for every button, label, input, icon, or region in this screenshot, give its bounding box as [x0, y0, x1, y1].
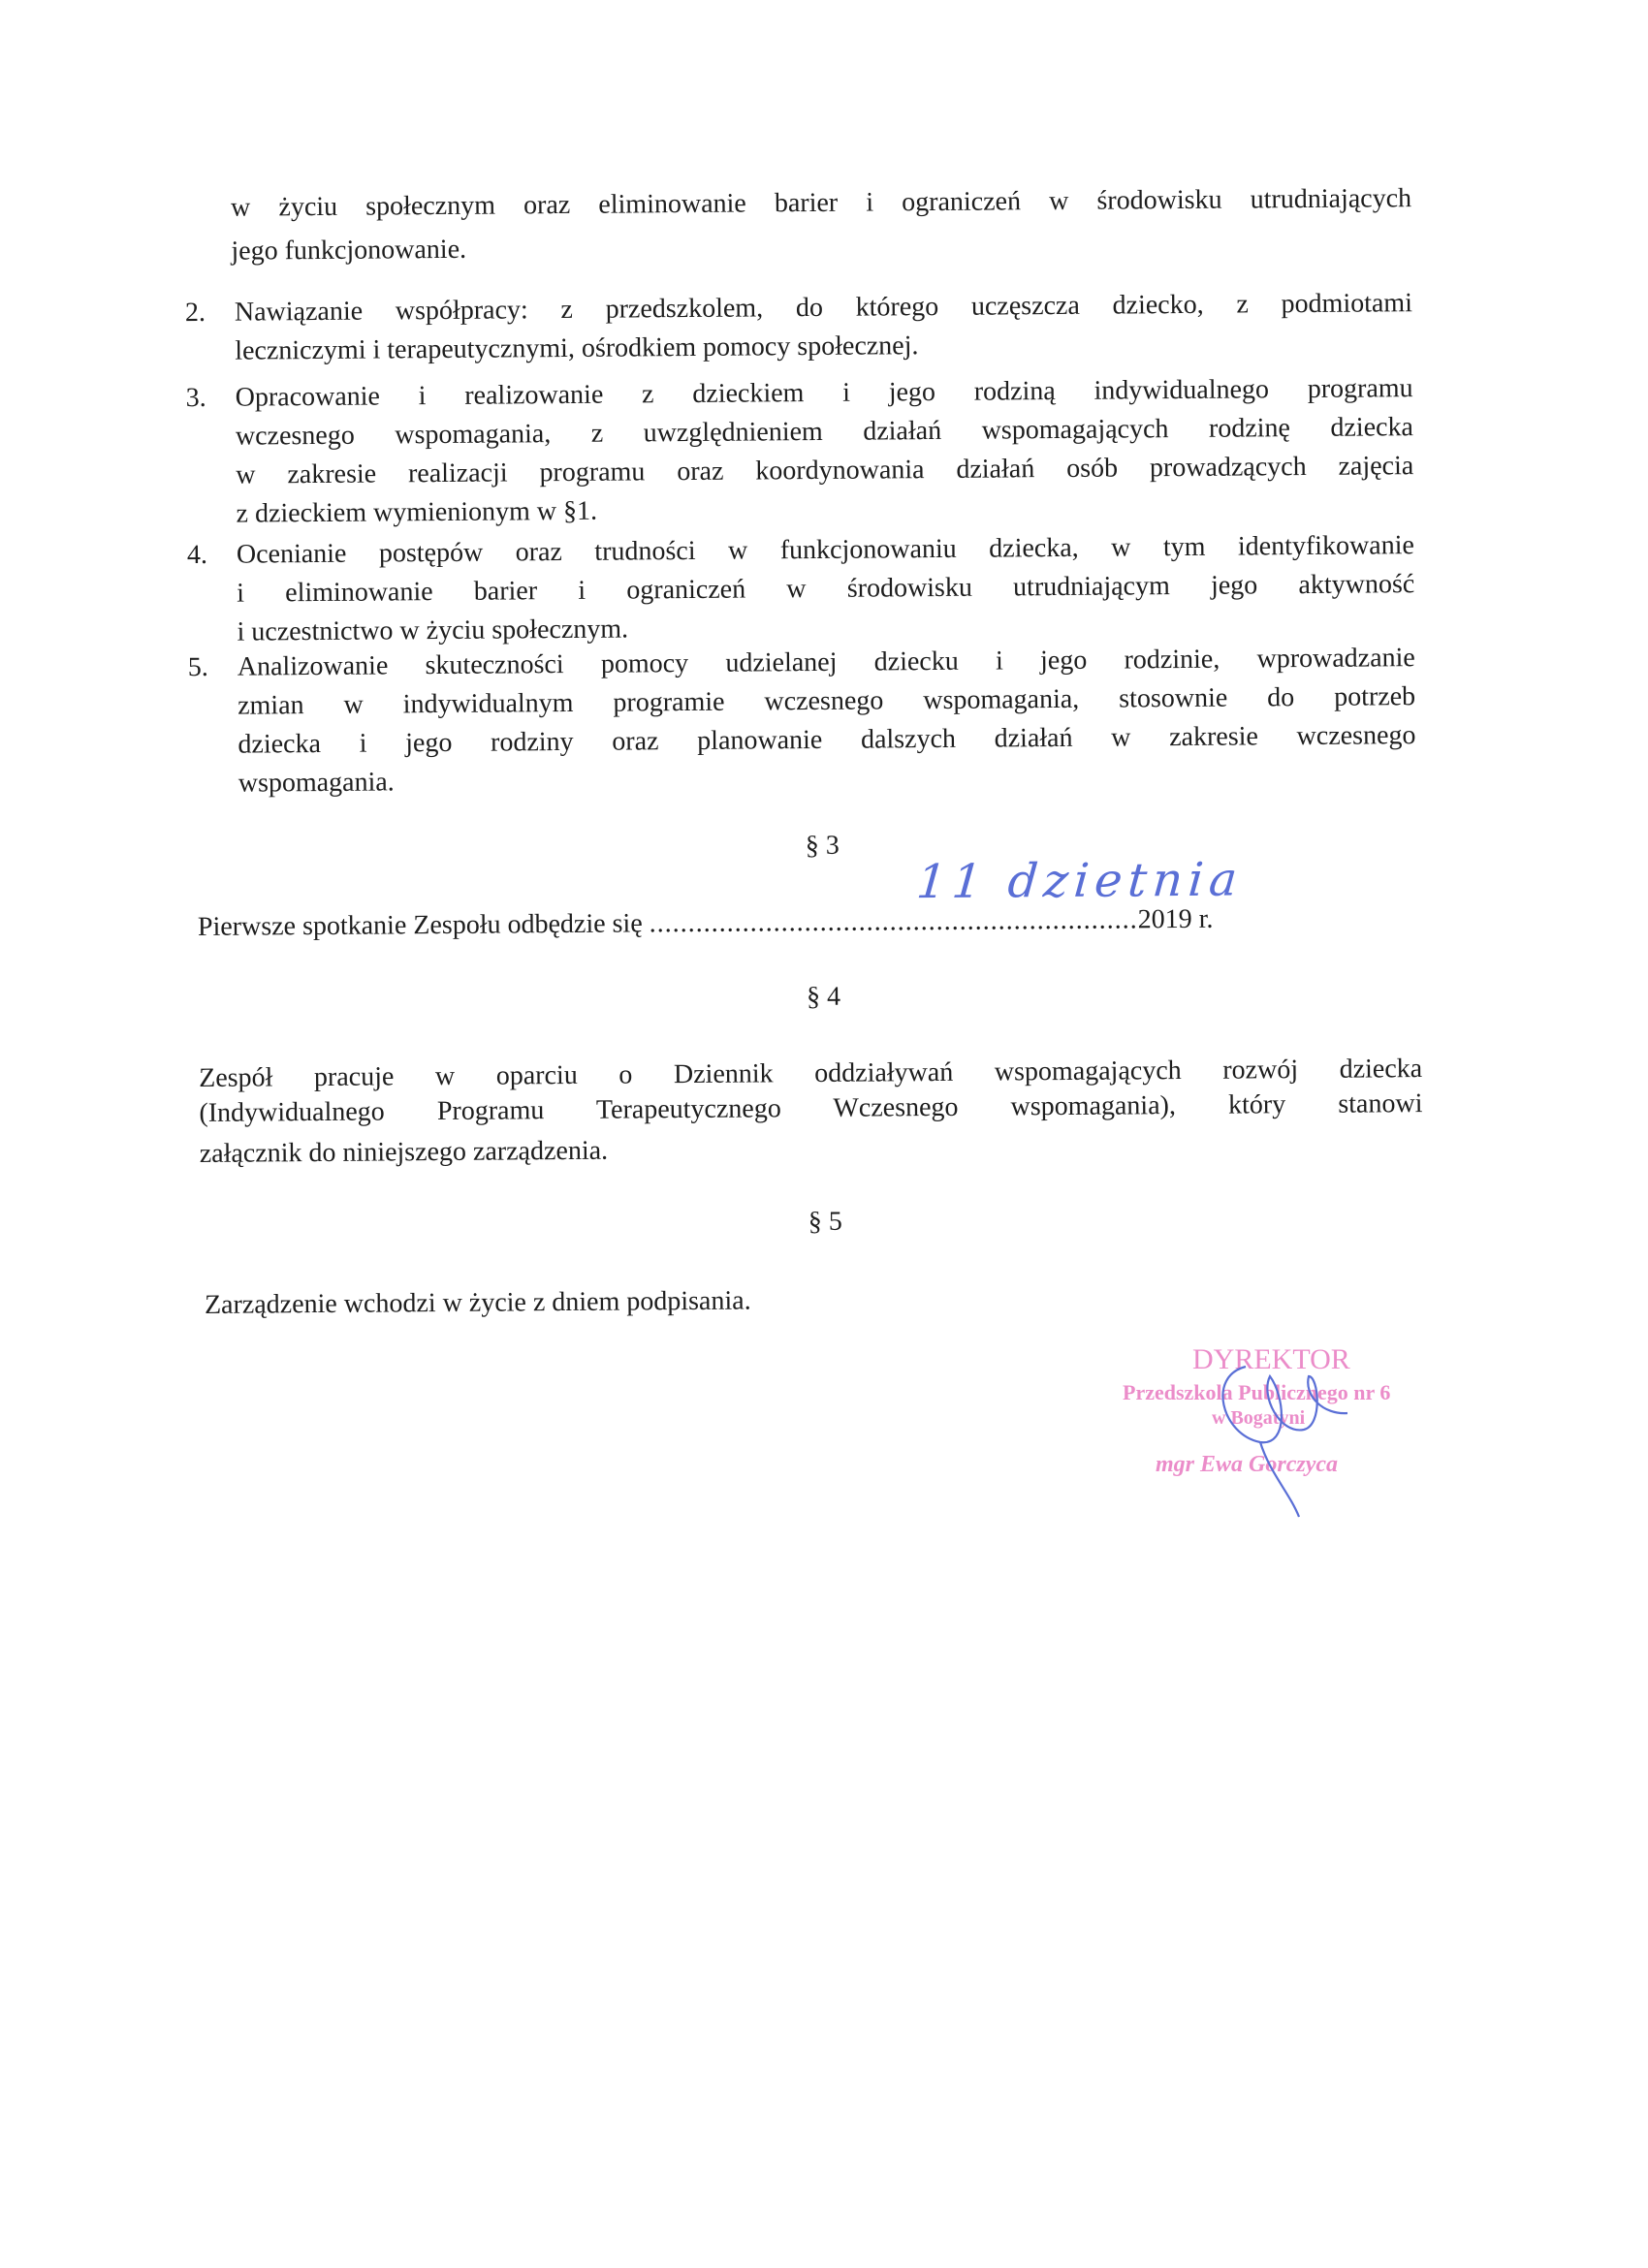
stamp-title: DYREKTOR — [1192, 1343, 1350, 1375]
intro-line: w życiu społecznym oraz eliminowanie barier i ograniczeń w środowisku utrudniających — [230, 183, 1412, 223]
stamp-name: mgr Ewa Gorczyca — [1156, 1452, 1338, 1477]
list-number: 5. — [187, 651, 208, 683]
list-item-line: Analizowanie skuteczności pomocy udzielanej dziecku i jego rodzinie, wprowadzanie — [237, 643, 1415, 682]
stamp-line1: Przedszkola Publicznego nr 6 — [1123, 1380, 1391, 1404]
list-item-line: Opracowanie i realizowanie z dzieckiem i jego rodziną indywidualnego programu — [235, 373, 1413, 413]
list-number: 2. — [184, 297, 206, 329]
stamp-line2: w Bogatyni — [1212, 1407, 1306, 1429]
section5-text: Zarządzenie wchodzi w życie z dniem podpisania. — [204, 1285, 751, 1320]
list-item-line: zmian w indywidualnym programie wczesnego wspomagania, stosownie do potrzeb — [238, 681, 1416, 721]
section-heading: § 4 — [806, 981, 841, 1013]
meeting-text: Pierwsze spotkanie Zespołu odbędzie się — [197, 908, 643, 942]
signature-icon — [1115, 1338, 1435, 1531]
section4-line: (Indywidualnego Programu Terapeutycznego Wczesnego wspomagania), który stanowi — [199, 1088, 1423, 1128]
director-stamp — [1115, 1338, 1435, 1531]
section4-line: Zespół pracuje w oparciu o Dziennik oddziaływań wspomagających rozwój dziecka — [199, 1054, 1423, 1093]
section4-line: załącznik do niniejszego zarządzenia. — [199, 1135, 609, 1169]
list-number: 3. — [185, 382, 206, 414]
list-item-line: z dzieckiem wymienionym w §1. — [236, 495, 598, 529]
list-number: 4. — [186, 539, 208, 571]
list-item-line: Nawiązanie współpracy: z przedszkolem, do którego uczęszcza dziecko, z podmiotami — [234, 288, 1413, 328]
section-heading: § 3 — [805, 830, 840, 862]
list-item-line: Ocenianie postępów oraz trudności w funkcjonowaniu dziecka, w tym identyfikowanie — [236, 530, 1415, 570]
list-item-line: i uczestnictwo w życiu społecznym. — [237, 614, 629, 647]
list-item-line: i eliminowanie barier i ograniczeń w środowisku utrudniającym jego aktywność — [237, 569, 1415, 609]
list-item-line: wspomagania. — [238, 767, 395, 799]
fill-dots: ............................................................... — [649, 904, 1138, 939]
list-item-line: wczesnego wspomagania, z uwzględnieniem działań wspomagających rodzinę dziecka — [235, 412, 1414, 452]
section-heading: § 5 — [808, 1206, 842, 1238]
handwritten-date: 11 dzietnia — [914, 852, 1246, 910]
list-item-line: dziecka i jego rodziny oraz planowanie dalszych działań w zakresie wczesnego — [238, 720, 1416, 760]
list-item-line: w zakresie realizacji programu oraz koordynowania działań osób prowadzących zajęcia — [236, 451, 1414, 490]
year: 2019 r. — [1137, 903, 1214, 935]
meeting-sentence — [198, 903, 1214, 944]
intro-line: jego funkcjonowanie. — [231, 234, 467, 267]
list-item-line: leczniczymi i terapeutycznymi, ośrodkiem pomocy społecznej. — [235, 331, 919, 366]
